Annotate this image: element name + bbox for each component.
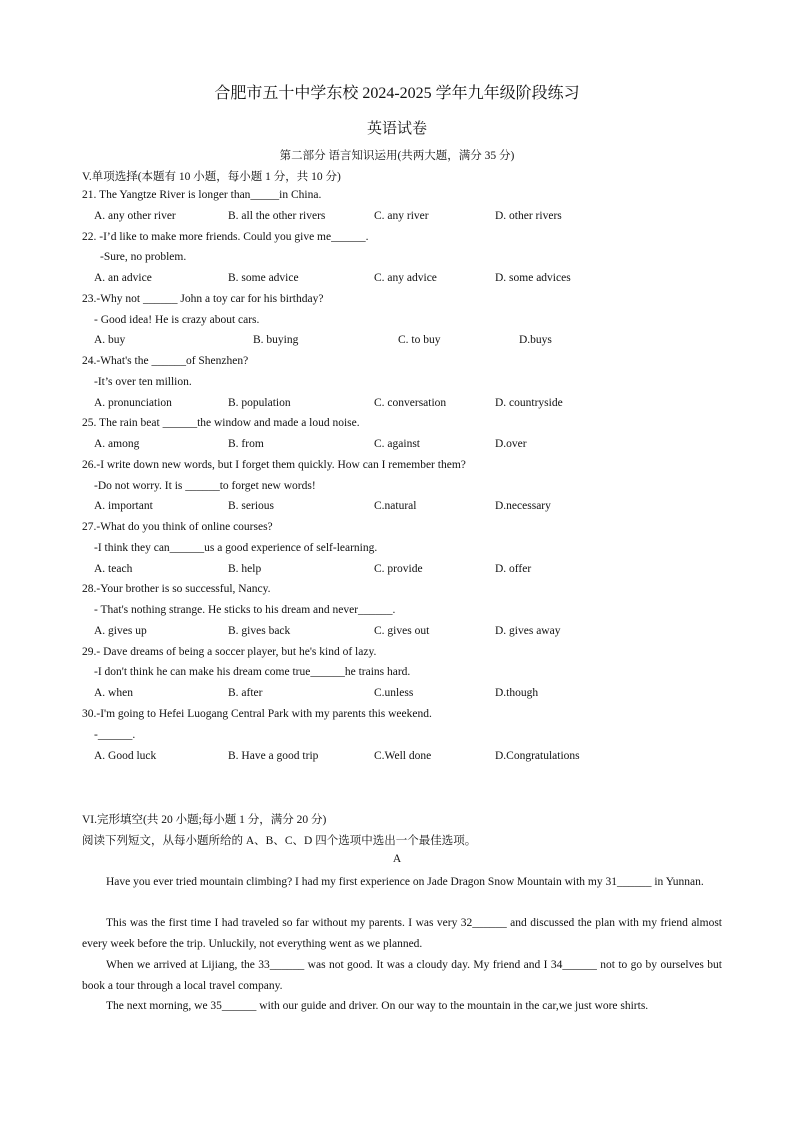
option-29-c: C.unless — [374, 687, 414, 699]
option-23-d: D.buys — [519, 334, 552, 346]
passage-paragraph-1: Have you ever tried mountain climbing? I had my first experience on Jade Dragon Snow Mountain with my 31______ in Yunnan. — [106, 876, 704, 888]
subject-title: 英语试卷 — [366, 121, 427, 137]
option-23-b: B. buying — [253, 334, 299, 346]
option-30-d: D.Congratulations — [495, 750, 580, 762]
option-24-d: D. countryside — [495, 397, 563, 409]
option-26-a: A. important — [94, 500, 153, 512]
option-29-d: D.though — [495, 687, 539, 699]
option-23-a: A. buy — [94, 334, 126, 346]
option-28-c: C. gives out — [374, 625, 430, 637]
option-22-a: A. an advice — [94, 272, 152, 284]
section-v-heading: V.单项选择(本题有 10 小题，每小题 1 分，共 10 分) — [82, 171, 341, 183]
question-28: 28.-Your brother is so successful, Nancy. — [82, 583, 271, 595]
option-21-b: B. all the other rivers — [228, 210, 326, 222]
option-27-a: A. teach — [94, 563, 133, 575]
option-27-c: C. provide — [374, 563, 423, 575]
reply-29: -I don't think he can make his dream come true______he trains hard. — [94, 666, 411, 678]
question-29: 29.- Dave dreams of being a soccer player, but he's kind of lazy. — [82, 646, 377, 658]
option-28-b: B. gives back — [228, 625, 291, 637]
reply-28: - That's nothing strange. He sticks to his dream and never______. — [94, 604, 396, 616]
option-21-d: D. other rivers — [495, 210, 562, 222]
passage-paragraph-2: This was the first time I had traveled so far without my parents. I was very 32______ and discussed the plan with my friend almost every week before the trip. Unluckily, not everything went as we planned. — [82, 917, 722, 950]
option-25-c: C. against — [374, 438, 420, 450]
reply-26: -Do not worry. It is ______to forget new words! — [94, 480, 316, 492]
option-25-b: B. from — [228, 438, 264, 450]
question-23: 23.-Why not ______ John a toy car for his birthday? — [82, 293, 324, 305]
option-23-c: C. to buy — [398, 334, 441, 346]
option-22-d: D. some advices — [495, 272, 571, 284]
passage-paragraph-4: The next morning, we 35______ with our guide and driver. On our way to the mountain in the car,we just wore shirts. — [106, 1000, 649, 1012]
option-27-d: D. offer — [495, 563, 532, 575]
option-22-b: B. some advice — [228, 272, 299, 284]
reply-24: -It’s over ten million. — [94, 376, 192, 388]
exam-title: 合肥市五十中学东校 2024-2025 学年九年级阶段练习 — [214, 85, 580, 102]
option-28-d: D. gives away — [495, 625, 561, 637]
option-29-b: B. after — [228, 687, 263, 699]
option-26-b: B. serious — [228, 500, 274, 512]
option-24-b: B. population — [228, 397, 291, 409]
question-25: 25. The rain beat ______the window and made a loud noise. — [82, 417, 360, 429]
question-30: 30.-I'm going to Hefei Luogang Central Park with my parents this weekend. — [82, 708, 432, 720]
question-27: 27.-What do you think of online courses? — [82, 521, 273, 533]
section-vi-heading: VI.完形填空(共 20 小题;每小题 1 分，满分 20 分) — [82, 814, 327, 826]
option-28-a: A. gives up — [94, 625, 147, 637]
option-30-c: C.Well done — [374, 750, 432, 762]
option-21-a: A. any other river — [94, 210, 176, 222]
option-30-a: A. Good luck — [94, 750, 157, 762]
part-subtitle: 第二部分 语言知识运用(共两大题，满分 35 分) — [279, 150, 515, 162]
reply-22: -Sure, no problem. — [100, 251, 187, 263]
reply-23: - Good idea! He is crazy about cars. — [94, 314, 260, 326]
option-27-b: B. help — [228, 563, 262, 575]
option-26-c: C.natural — [374, 500, 417, 512]
option-25-d: D.over — [495, 438, 527, 450]
section-vi-instruction: 阅读下列短文，从每小题所给的 A、B、C、D 四个选项中选出一个最佳选项。 — [82, 835, 477, 847]
option-24-a: A. pronunciation — [94, 397, 172, 409]
reply-30: -______. — [94, 729, 136, 741]
passage-label: A — [392, 853, 402, 865]
passage-paragraph-3: When we arrived at Lijiang, the 33______ was not good. It was a cloudy day. My friend and I 34______ not to go by ourselves but book a tour through a local travel company. — [82, 959, 722, 992]
option-30-b: B. Have a good trip — [228, 750, 319, 762]
question-24: 24.-What's the ______of Shenzhen? — [82, 355, 249, 367]
option-22-c: C. any advice — [374, 272, 437, 284]
question-22: 22. -I’d like to make more friends. Could you give me______. — [82, 231, 369, 243]
option-21-c: C. any river — [374, 210, 429, 222]
option-24-c: C. conversation — [374, 397, 447, 409]
option-29-a: A. when — [94, 687, 133, 699]
question-21: 21. The Yangtze River is longer than_____in China. — [82, 189, 322, 201]
question-26: 26.-I write down new words, but I forget them quickly. How can I remember them? — [82, 459, 466, 471]
option-25-a: A. among — [94, 438, 140, 450]
reply-27: -I think they can______us a good experience of self-learning. — [94, 542, 378, 554]
option-26-d: D.necessary — [495, 500, 551, 512]
